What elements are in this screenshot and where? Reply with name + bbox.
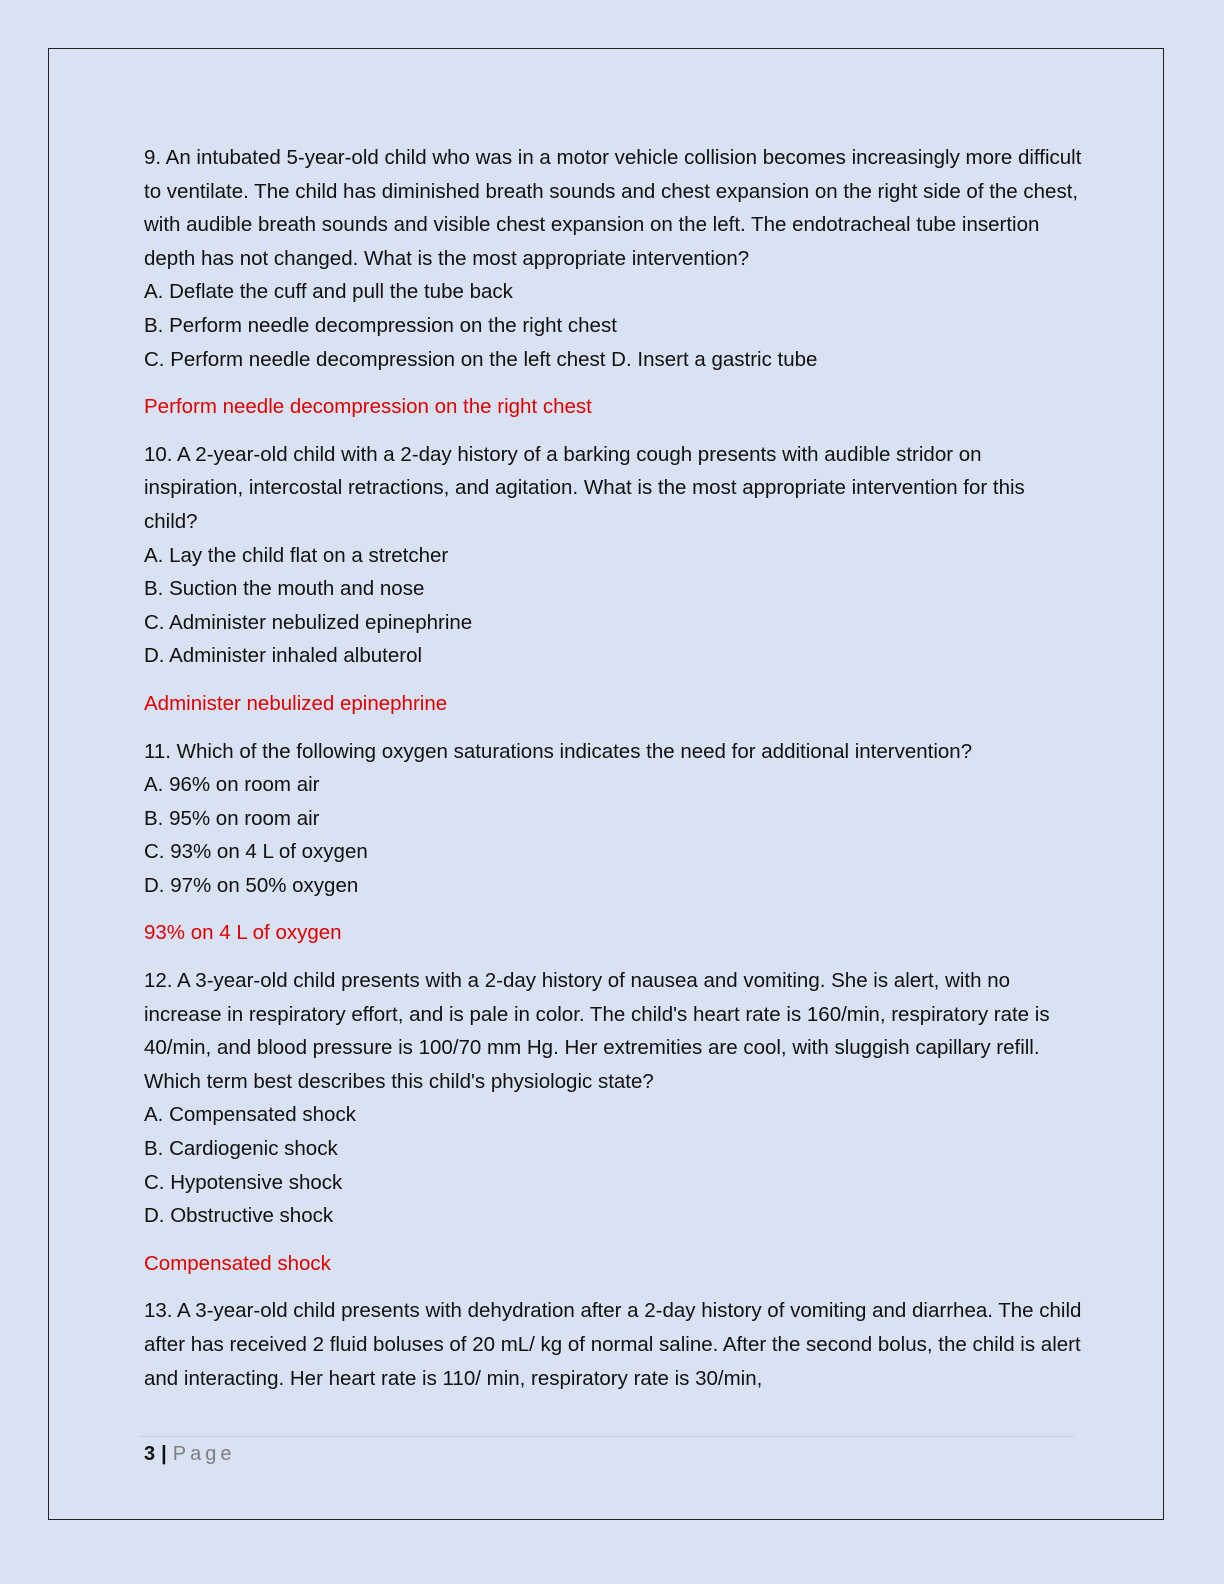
option-a: A. Lay the child flat on a stretcher — [144, 543, 449, 567]
question-12 — [144, 964, 1084, 1233]
question-stem: 11. Which of the following oxygen saturations indicates the need for additional intervention? — [144, 739, 973, 763]
question-stem: 10. A 2-year-old child with a 2-day history of a barking cough presents with audible stridor on inspiration, intercostal retractions, and agitation. What is the most appropriate intervention for this child? — [144, 442, 1025, 533]
question-stem: 13. A 3-year-old child presents with dehydration after a 2-day history of vomiting and diarrhea. The child after has received 2 fluid boluses of 20 mL/ kg of normal saline. After the second bolus, the child is alert and interacting. Her heart rate is 110/ min, respiratory rate is 30/min, — [144, 1299, 1082, 1390]
question-stem: 12. A 3-year-old child presents with a 2-day history of nausea and vomiting. She is alert, with no increase in respiratory effort, and is pale in color. The child's heart rate is 160/min, respiratory rate is 40/min, and blood pressure is 100/70 mm Hg. Her extremities are cool, with sluggish capillary refill. Which term best describes this child's physiologic state? — [144, 969, 1050, 1093]
option-c: C. Hypotensive shock — [144, 1170, 343, 1194]
option-a: A. 96% on room air — [144, 773, 320, 797]
option-b: B. Suction the mouth and nose — [144, 577, 425, 601]
page-footer — [144, 1440, 235, 1468]
page-number: 3 — [144, 1443, 156, 1465]
option-b: B. 95% on room air — [144, 806, 320, 830]
answer-11: 93% on 4 L of oxygen — [144, 921, 342, 945]
option-c: C. Perform needle decompression on the left chest D. Insert a gastric tube — [144, 347, 818, 371]
question-13 — [144, 1294, 1084, 1395]
option-b: B. Perform needle decompression on the right chest — [144, 313, 617, 337]
option-b: B. Cardiogenic shock — [144, 1137, 338, 1161]
option-a: A. Deflate the cuff and pull the tube back — [144, 280, 513, 304]
option-c: C. Administer nebulized epinephrine — [144, 610, 473, 634]
question-stem: 9. An intubated 5-year-old child who was in a motor vehicle collision becomes increasingly more difficult to ventilate. The child has diminished breath sounds and chest expansion on the right side of the chest, with audible breath sounds and visible chest expansion on the left. The endotracheal tube insertion depth has not changed. What is the most appropriate intervention? — [144, 146, 1082, 270]
answer-12: Compensated shock — [144, 1251, 331, 1275]
option-d: D. Obstructive shock — [144, 1204, 334, 1228]
question-11 — [144, 735, 1084, 903]
question-10 — [144, 438, 1084, 673]
document-body — [144, 141, 1084, 1395]
footer-divider — [140, 1436, 1074, 1437]
option-a: A. Compensated shock — [144, 1103, 356, 1127]
option-c: C. 93% on 4 L of oxygen — [144, 840, 368, 864]
question-9 — [144, 141, 1084, 376]
answer-9: Perform needle decompression on the right chest — [144, 395, 592, 419]
option-d: D. 97% on 50% oxygen — [144, 873, 359, 897]
footer-separator: | — [161, 1443, 167, 1465]
option-d: D. Administer inhaled albuterol — [144, 644, 423, 668]
page-label: Page — [172, 1443, 236, 1465]
answer-10: Administer nebulized epinephrine — [144, 691, 448, 715]
